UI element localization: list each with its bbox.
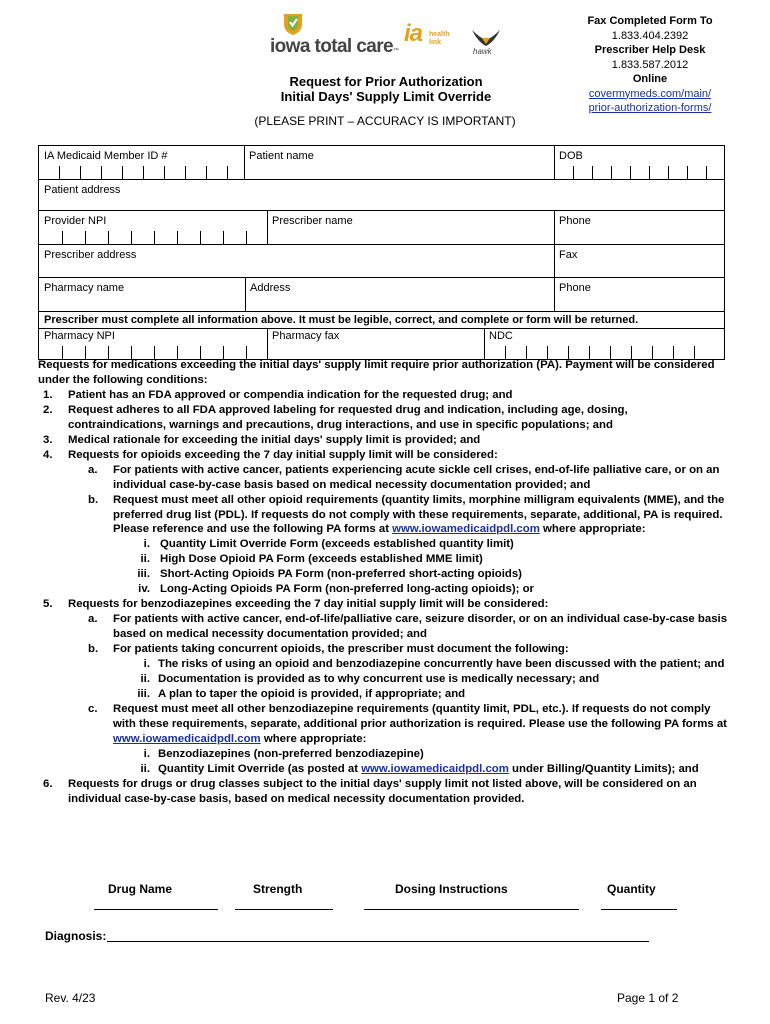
npi-digit-divider xyxy=(200,231,201,244)
iowa-total-care-logo-icon xyxy=(282,12,304,36)
member-id-digit-divider xyxy=(80,166,81,179)
npi-digit-divider xyxy=(177,231,178,244)
pharmacy-npi-label: Pharmacy NPI xyxy=(44,330,115,342)
dob-digit-divider xyxy=(611,166,612,179)
logo-text: iowa total care™ xyxy=(270,36,399,57)
online-link-1[interactable]: covermymeds.com/main/ xyxy=(588,87,712,100)
dob-digit-divider xyxy=(649,166,650,179)
dob-digit-divider xyxy=(668,166,669,179)
form-row-member xyxy=(39,146,724,179)
ia-logo-small: health link xyxy=(429,31,450,46)
member-id-digit-divider xyxy=(185,166,186,179)
form-row-pharmacy-npi xyxy=(39,328,724,359)
criterion-5b-ii: ii. Documentation is provided as to why concurrent use is medically necessary; and xyxy=(140,673,600,686)
dob-digit-divider xyxy=(687,166,688,179)
npi-digit-divider xyxy=(131,231,132,244)
page-title: Request for Prior Authorization Initial Days' Supply Limit Override xyxy=(280,74,492,104)
criterion-5: 5. Requests for benzodiazepines exceeding the 7 day initial supply limit will be considered: xyxy=(43,598,549,611)
criterion-5b: b. For patients taking concurrent opioids, the prescriber must document the following: xyxy=(88,643,569,656)
strength-input[interactable] xyxy=(235,909,333,910)
quantity-input[interactable] xyxy=(601,909,677,910)
criterion-5c-i: i. Benzodiazepines (non-preferred benzodiazepine) xyxy=(143,747,424,760)
form-row-provider xyxy=(39,210,724,244)
prescriber-fax-label: Fax xyxy=(559,249,578,261)
criterion-4: 4. Requests for opioids exceeding the 7 day initial supply limit will be considered: xyxy=(43,448,498,461)
online-label: Online xyxy=(632,73,668,85)
pharmacy-fax-label: Pharmacy fax xyxy=(272,330,340,342)
contact-info xyxy=(560,14,740,116)
pdl-link[interactable]: www.iowamedicaidpdl.com xyxy=(361,762,509,775)
pharmacy-phone-label: Phone xyxy=(559,282,591,294)
criterion-5b-iii: iii. A plan to taper the opioid is provided, if appropriate; and xyxy=(137,687,466,700)
provider-npi-label: Provider NPI xyxy=(44,215,107,227)
diagnosis-label: Diagnosis: xyxy=(45,929,107,943)
pharmacy-address-field[interactable] xyxy=(245,278,554,311)
prescriber-fax-field[interactable] xyxy=(554,245,724,277)
online-link-2[interactable]: prior-authorization-forms/ xyxy=(588,102,712,114)
patient-address-label: Patient address xyxy=(44,184,121,196)
ia-logo-big: ia xyxy=(404,20,423,47)
member-id-digit-divider xyxy=(206,166,207,179)
criterion-6: 6. Requests for drugs or drug classes subject to the initial days' supply limit not listed above, will be considered on an individual case-by-case basis, based on medical necessity documentation provided. xyxy=(43,777,697,805)
patient-address-field[interactable] xyxy=(39,180,724,210)
patient-name-label: Patient name xyxy=(249,150,314,162)
npi-digit-divider xyxy=(154,231,155,244)
criterion-5c-ii: ii. Quantity Limit Override (as posted at www.iowamedicaidpdl.com under Billing/Quantity Limits); and xyxy=(140,762,699,775)
hawk-i-logo xyxy=(470,28,502,58)
npi-digit-divider xyxy=(223,231,224,244)
member-id-digit-divider xyxy=(59,166,60,179)
prior-auth-form xyxy=(38,145,725,360)
npi-digit-divider xyxy=(108,231,109,244)
drug-name-input[interactable] xyxy=(94,909,218,910)
criterion-1: 1. Patient has an FDA approved or compendia indication for the requested drug; and xyxy=(43,388,513,401)
intro-paragraph: Requests for medications exceeding the initial days' supply limit require prior authorization (PA). Payment will be considered under the following conditions: xyxy=(38,359,715,386)
criterion-2: 2. Request adheres to all FDA approved labeling for requested drug and indication, including age, dosing, contraindications, warnings and precautions, drug interactions, and use in specific populations; and xyxy=(43,403,628,431)
ndc-field[interactable] xyxy=(484,329,724,359)
page-number: Page 1 of 2 xyxy=(617,991,679,1005)
criterion-4b-iii: iii. Short-Acting Opioids PA Form (non-preferred short-acting opioids) xyxy=(137,568,522,581)
ndc-label: NDC xyxy=(489,330,513,342)
iowa-total-care-logo xyxy=(270,10,399,58)
hawk-icon xyxy=(470,28,502,48)
dob-label: DOB xyxy=(559,150,583,162)
prescriber-phone-field[interactable] xyxy=(554,211,724,244)
criterion-5a: a. For patients with active cancer, end-of-life/palliative care, seizure disorder, or on an individual case-by-case basis based on medical necessity documentation provided; and xyxy=(88,613,728,641)
form-row-pharmacy xyxy=(39,277,724,311)
dob-digit-divider xyxy=(592,166,593,179)
ia-health-link-logo xyxy=(404,20,460,54)
member-id-digit-divider xyxy=(227,166,228,179)
criterion-4b-i: i. Quantity Limit Override Form (exceeds established quantity limit) xyxy=(143,538,514,551)
fax-number: 1.833.404.2392 xyxy=(611,29,689,42)
criterion-3: 3. Medical rationale for exceeding the initial days' supply limit is provided; and xyxy=(43,433,481,446)
criterion-4b-ii: ii. High Dose Opioid PA Form (exceeds established MME limit) xyxy=(140,553,483,566)
member-id-label: IA Medicaid Member ID # xyxy=(44,150,168,162)
criterion-4a: a. For patients with active cancer, patients experiencing acute sickle cell crises, end-of-life palliative care, or on an individual case-by-case basis based on medical necessity documentation provided; and xyxy=(88,463,720,491)
hawk-logo-text: hawk xyxy=(473,47,492,56)
member-id-digit-divider xyxy=(143,166,144,179)
prescriber-name-label: Prescriber name xyxy=(272,215,353,227)
quantity-header: Quantity xyxy=(607,882,656,896)
criterion-4b: b. Request must meet all other opioid requirements (quantity limits, morphine milligram equivalents (MME), and the preferred drug list (PDL). If requests do not comply with these requirements, separate, additional, PA is required. Please reference and use the following PA forms at www.iowamedicaidpdl.com where appropriate: xyxy=(88,493,725,536)
strength-header: Strength xyxy=(253,882,303,896)
dob-field[interactable] xyxy=(554,146,724,179)
pharmacy-address-label: Address xyxy=(250,282,291,294)
criterion-5c: c. Request must meet all other benzodiazepine requirements (quantity limit, PDL, etc.). If requests do not comply with these requirements, separate, additional prior authorization is required. Please use the following PA forms at www.iowamedicaidpdl.com where appropriate: xyxy=(88,702,727,745)
prescriber-address-field[interactable] xyxy=(39,245,554,277)
form-row-prescriber-address xyxy=(39,244,724,277)
prescriber-phone-label: Phone xyxy=(559,215,591,227)
dob-digit-divider xyxy=(706,166,707,179)
npi-digit-divider xyxy=(85,231,86,244)
prescriber-address-label: Prescriber address xyxy=(44,249,137,261)
drug-name-header: Drug Name xyxy=(108,882,173,896)
form-row-patient-address xyxy=(39,179,724,210)
fax-label: Fax Completed Form To xyxy=(587,15,713,27)
help-desk-label: Prescriber Help Desk xyxy=(594,44,706,56)
criterion-5b-i: i. The risks of using an opioid and benzodiazepine concurrently have been discussed with the patient; and xyxy=(143,658,725,671)
pharmacy-name-label: Pharmacy name xyxy=(44,282,125,294)
member-id-digit-divider xyxy=(164,166,165,179)
dob-digit-divider xyxy=(573,166,574,179)
provider-npi-field[interactable] xyxy=(39,211,267,244)
pdl-link[interactable]: www.iowamedicaidpdl.com xyxy=(392,523,540,536)
dob-digit-divider xyxy=(630,166,631,179)
patient-name-field[interactable] xyxy=(244,146,554,179)
criterion-4b-iv: iv. Long-Acting Opioids PA Form (non-preferred long-acting opioids); or xyxy=(138,583,534,596)
prescriber-name-field[interactable] xyxy=(267,211,554,244)
npi-digit-divider xyxy=(246,231,247,244)
help-desk-number: 1.833.587.2012 xyxy=(611,58,689,71)
member-id-field[interactable] xyxy=(39,146,244,179)
pharmacy-name-field[interactable] xyxy=(39,278,245,311)
pdl-link[interactable]: www.iowamedicaidpdl.com xyxy=(113,732,261,745)
pharmacy-phone-field[interactable] xyxy=(554,278,724,311)
completion-warning: Prescriber must complete all information above. It must be legible, correct, and complete or form will be returned. xyxy=(39,311,724,328)
diagnosis-input[interactable] xyxy=(107,941,649,942)
revision-label: Rev. 4/23 xyxy=(45,991,96,1005)
npi-digit-divider xyxy=(62,231,63,244)
member-id-digit-divider xyxy=(101,166,102,179)
dosing-header: Dosing Instructions xyxy=(395,882,508,896)
pharmacy-fax-field[interactable] xyxy=(267,329,484,359)
page-subtitle: (PLEASE PRINT – ACCURACY IS IMPORTANT) xyxy=(254,114,516,128)
pharmacy-npi-field[interactable] xyxy=(39,329,267,359)
dosing-input[interactable] xyxy=(364,909,579,910)
member-id-digit-divider xyxy=(122,166,123,179)
criteria-text xyxy=(38,358,728,807)
